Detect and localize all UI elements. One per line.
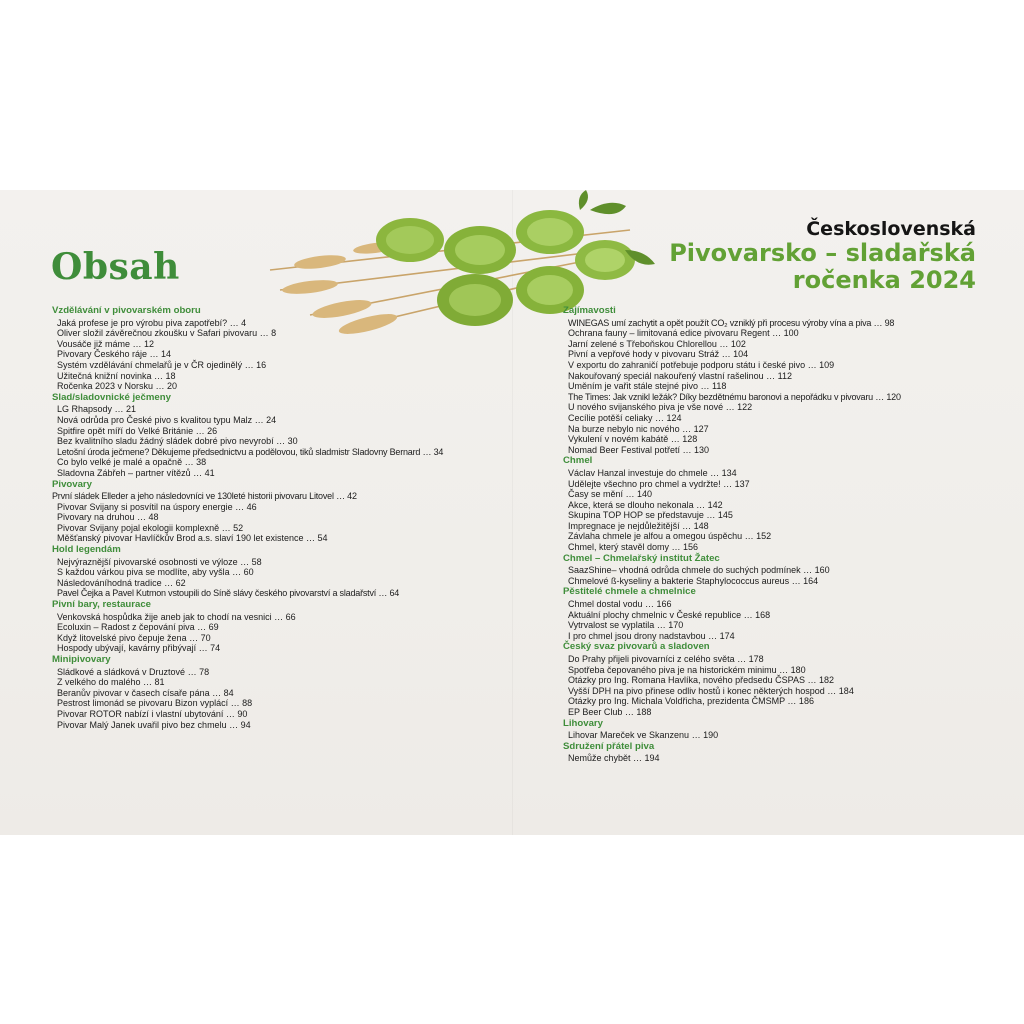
toc-entry[interactable]: Lihovar Mareček ve Skanzenu … 190: [568, 730, 719, 741]
toc-entry[interactable]: Měšťanský pivovar Havlíčkův Brod a.s. slaví 190 let existence … 54: [57, 533, 328, 544]
toc-entry[interactable]: Nejvýraznější pivovarské osobnosti ve výloze … 58: [57, 556, 262, 567]
toc-entry[interactable]: Nemůže chybět … 194: [568, 753, 660, 764]
toc-section-title: Vzdělávání v pivovarském oboru: [52, 305, 201, 316]
toc-entry[interactable]: První sládek Elleder a jeho následovníci ve 130leté historii pivovaru Litovel … 42: [52, 491, 357, 502]
toc-entry[interactable]: Spotřeba čepovaného piva je na historickém minimu … 180: [568, 664, 806, 675]
toc-entry[interactable]: Uměním je vařit stále stejné pivo … 118: [568, 381, 727, 392]
toc-entry[interactable]: Otázky pro Ing. Romana Havlíka, nového předsedu ČSPAS … 182: [568, 675, 834, 686]
toc-entry[interactable]: WINEGAS umí zachytit a opět použít CO₂ vzniklý při procesu výroby vína a piva … 98: [568, 317, 895, 328]
toc-entry[interactable]: Chmel, který stavěl domy … 156: [568, 542, 699, 553]
toc-section-title: Pěstitelé chmele a chmelnice: [563, 586, 696, 598]
toc-entry[interactable]: Co bylo velké je malé a opačně … 38: [57, 457, 207, 468]
toc-entry[interactable]: Jarní zelené s Třeboňskou Chlorellou … 102: [568, 338, 746, 349]
toc-entry[interactable]: Oliver složil závěrečnou zkoušku v Safari pivovaru … 8: [57, 328, 277, 339]
toc-entry[interactable]: Skupina TOP HOP se představuje … 145: [568, 510, 733, 521]
toc-entry[interactable]: Bez kvalitního sladu žádný sládek dobré pivo nevyrobí … 30: [57, 436, 298, 447]
toc-section-title: Pivovary: [52, 478, 93, 490]
toc-entry[interactable]: Impregnace je nejdůležitější … 148: [568, 520, 709, 531]
toc-entry[interactable]: Nová odrůda pro České pivo s kvalitou typu Malz … 24: [57, 414, 277, 425]
toc-section-title: Chmel: [563, 455, 593, 467]
toc-entry[interactable]: Když litovelské pivo čepuje žena … 70: [57, 632, 211, 643]
toc-entry[interactable]: Aktuální plochy chmelnic v České republice … 168: [568, 609, 771, 620]
toc-right-column: [563, 305, 993, 764]
toc-entry[interactable]: Na burze nebylo nic nového … 127: [568, 423, 709, 434]
toc-entry[interactable]: Pavel Čejka a Pavel Kutmon vstoupili do Síně slávy českého pivovarství a sladařství … 64: [57, 588, 400, 599]
toc-section-title: Hold legendám: [52, 544, 121, 556]
toc-entry[interactable]: S každou várkou piva se modlíte, aby vyšla … 60: [57, 567, 254, 578]
toc-entry[interactable]: Chmel dostal vodu … 166: [568, 599, 672, 610]
toc-section-title: Pivní bary, restaurace: [52, 599, 152, 611]
toc-entry[interactable]: Pivovar Malý Janek uvařil pivo bez chmelu … 94: [57, 719, 251, 730]
toc-entry[interactable]: Pivovar Svijany pojal ekologii komplexně … 52: [57, 522, 244, 533]
toc-entry[interactable]: Ochrana fauny – limitovaná edice pivovaru Regent … 100: [568, 328, 799, 339]
page-heading: Obsah: [51, 246, 180, 288]
toc-entry[interactable]: Cecílie potěší celiaky … 124: [568, 412, 682, 423]
toc-entry[interactable]: U nového svijanského piva je vše nové … 122: [568, 402, 753, 413]
toc-entry[interactable]: Venkovská hospůdka žije aneb jak to chodí na vesnici … 66: [57, 611, 296, 622]
toc-section-title: Český svaz pivovarů a sladoven: [563, 641, 710, 653]
toc-entry[interactable]: Do Prahy přijeli pivovarníci z celého světa … 178: [568, 654, 764, 664]
toc-left-column: [52, 305, 482, 730]
toc-entry[interactable]: Spitfire opět míří do Velké Británie … 26: [57, 425, 218, 436]
toc-section-title: Lihovary: [563, 717, 603, 729]
toc-section-title: Minipivovary: [52, 654, 111, 665]
toc-entry[interactable]: Ročenka 2023 v Norsku … 20: [57, 381, 178, 392]
toc-entry[interactable]: SaazShine– vhodná odrůda chmele do suchých podmínek … 160: [568, 565, 830, 576]
toc-entry[interactable]: Udělejte všechno pro chmel a vydržte! … 137: [568, 478, 750, 489]
toc-entry[interactable]: Pivovar ROTOR nabízí i vlastní ubytování … 90: [57, 708, 248, 719]
toc-entry[interactable]: Nomad Beer Festival potřetí … 130: [568, 444, 710, 455]
toc-entry[interactable]: Ecoluxin – Radost z čepování piva … 69: [57, 622, 219, 633]
toc-entry[interactable]: Chmelové ß-kyseliny a bakterie Staphylococcus aureus … 164: [568, 575, 819, 586]
toc-entry[interactable]: Otázky pro Ing. Michala Voldřicha, prezidenta ČMSMP … 186: [568, 696, 814, 707]
toc-entry[interactable]: Vousáče již máme … 12: [57, 338, 155, 349]
toc-entry[interactable]: Užitečná knižní novinka … 18: [57, 370, 176, 381]
toc-entry[interactable]: Systém vzdělávání chmelařů je v ČR ojedinělý … 16: [57, 359, 267, 370]
toc-entry[interactable]: Nakouřovaný speciál nakouřený vlastní rašelinou … 112: [568, 370, 792, 381]
toc-entry[interactable]: I pro chmel jsou drony nadstavbou … 174: [568, 630, 735, 641]
toc-entry[interactable]: Sládkové a sládková v Druztové … 78: [57, 666, 210, 677]
toc-entry[interactable]: Časy se mění … 140: [568, 489, 653, 500]
toc-section-title: Sdružení přátel piva: [563, 740, 655, 752]
title-line-2: Pivovarsko – sladařská: [669, 239, 976, 267]
toc-section-title: Slad/sladovnické ječmeny: [52, 391, 171, 403]
toc-entry[interactable]: Beranův pivovar v časech císaře pána … 84: [57, 687, 234, 698]
toc-entry[interactable]: Pivní a vepřové hody v pivovaru Stráž … 104: [568, 349, 749, 360]
toc-entry[interactable]: LG Rhapsody … 21: [57, 404, 137, 415]
toc-entry[interactable]: Hospody ubývají, kavárny přibývají … 74: [57, 643, 221, 654]
toc-entry[interactable]: Pivovary Českého ráje … 14: [57, 349, 172, 360]
toc-entry[interactable]: Vykulení v novém kabátě … 128: [568, 434, 698, 445]
toc-entry[interactable]: Pivovar Svijany si posvítil na úspory energie … 46: [57, 501, 257, 512]
toc-entry[interactable]: Jaká profese je pro výrobu piva zapotřebí? … 4: [57, 317, 247, 328]
toc-entry[interactable]: Akce, která se dlouho nekonala … 142: [568, 499, 723, 510]
toc-entry[interactable]: V exportu do zahraničí potřebuje podporu státu i české pivo … 109: [568, 359, 835, 370]
title-line-1: Československá: [806, 218, 976, 240]
toc-entry[interactable]: Václav Hanzal investuje do chmele … 134: [568, 467, 737, 478]
title-line-3: ročenka 2024: [792, 266, 976, 294]
toc-entry[interactable]: The Times: Jak vznikl ležák? Díky bezdětnému baronovi a nepořádku v pivovaru … 120: [568, 391, 901, 402]
toc-section-title: Chmel – Chmelařský institut Žatec: [563, 552, 720, 564]
toc-entry[interactable]: Pestrost limonád se pivovaru Bizon vyplácí … 88: [57, 698, 253, 709]
publication-title: [669, 218, 976, 294]
toc-entry[interactable]: EP Beer Club … 188: [568, 706, 652, 717]
toc-entry[interactable]: Vyšší DPH na pivo přinese odliv hostů i konec některých hospod … 184: [568, 685, 854, 696]
toc-entry[interactable]: Z velkého do malého … 81: [57, 677, 165, 688]
toc-entry[interactable]: Letošní úroda ječmene? Děkujeme předsednictvu a podělovou, tiků sladmistr Sladovny Bernard … 34: [57, 446, 444, 457]
toc-entry[interactable]: Pivovary na druhou … 48: [57, 512, 159, 523]
book-spread: [0, 190, 1024, 835]
toc-entry[interactable]: Následováníhodná tradice … 62: [57, 577, 186, 588]
toc-entry[interactable]: Vytrvalost se vyplatila … 170: [568, 620, 684, 631]
toc-section-title: Zajímavosti: [563, 305, 616, 316]
toc-entry[interactable]: Závlaha chmele je alfou a omegou úspěchu … 152: [568, 531, 772, 542]
toc-entry[interactable]: Sladovna Zábřeh – partner vítězů … 41: [57, 467, 215, 478]
